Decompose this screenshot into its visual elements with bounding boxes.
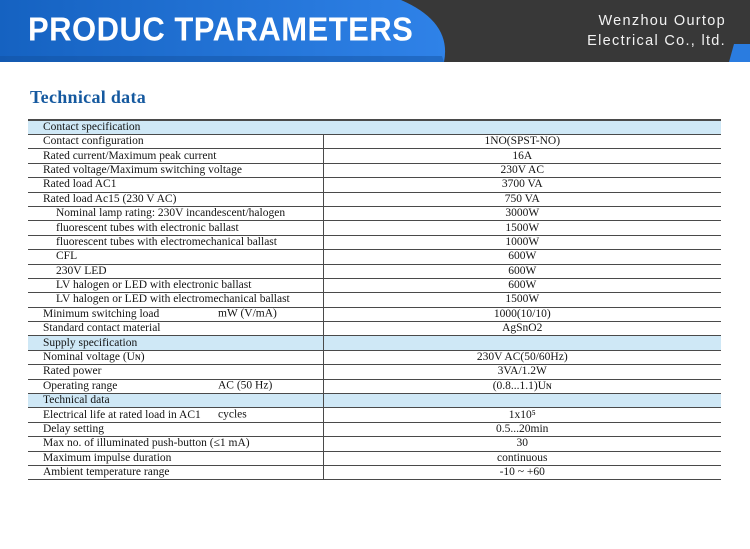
spec-value-cell: 3VA/1.2W xyxy=(323,365,721,379)
table-row xyxy=(28,437,721,451)
spec-sublabel: AC (50 Hz) xyxy=(218,379,273,392)
spec-label: Rated power xyxy=(43,365,102,378)
spec-label-cell xyxy=(28,465,323,479)
table-row xyxy=(28,408,721,422)
spec-label: Ambient temperature range xyxy=(43,466,170,479)
spec-label: Nominal lamp rating: 230V incandescent/halogen xyxy=(56,207,286,220)
spec-label: Operating range xyxy=(43,379,118,392)
spec-label: fluorescent tubes with electronic ballast xyxy=(56,221,239,234)
company-line1: Wenzhou Ourtop xyxy=(598,13,726,29)
spec-value-cell: AgSnO2 xyxy=(323,322,721,336)
spec-value-cell: -10 ~ +60 xyxy=(323,465,721,479)
section-row xyxy=(28,394,721,408)
spec-value-cell: 600W xyxy=(323,264,721,278)
spec-label-cell xyxy=(28,264,323,278)
spec-label-cell xyxy=(28,322,323,336)
table-row xyxy=(28,163,721,177)
spec-label-cell xyxy=(28,278,323,292)
spec-value-cell: 30 xyxy=(323,437,721,451)
spec-table xyxy=(28,119,721,480)
section-row xyxy=(28,120,721,135)
spec-label: Minimum switching load xyxy=(43,307,160,320)
spec-value-cell: 3000W xyxy=(323,206,721,220)
spec-value-cell: (0.8...1.1)Uɴ xyxy=(323,379,721,393)
table-row xyxy=(28,235,721,249)
table-row xyxy=(28,178,721,192)
spec-value-cell: 1000W xyxy=(323,235,721,249)
table-row xyxy=(28,264,721,278)
table-row xyxy=(28,135,721,149)
spec-label-cell xyxy=(28,192,323,206)
spec-label: Rated load AC1 xyxy=(43,178,117,191)
spec-label-cell xyxy=(28,250,323,264)
spec-label: LV halogen or LED with electronic ballast xyxy=(56,279,252,292)
spec-table-body xyxy=(28,120,721,480)
spec-value-cell: 1x10⁵ xyxy=(323,408,721,422)
spec-sublabel: cycles xyxy=(218,408,247,421)
company-line2: Electrical Co., ltd. xyxy=(587,33,726,49)
section-title: Technical data xyxy=(30,87,147,107)
spec-label: CFL xyxy=(56,250,78,263)
spec-value-cell: 230V AC(50/60Hz) xyxy=(323,350,721,364)
spec-label: Rated current/Maximum peak current xyxy=(43,149,217,162)
spec-label-cell xyxy=(28,307,323,321)
spec-label-cell xyxy=(28,451,323,465)
spec-label-cell xyxy=(28,221,323,235)
spec-label: fluorescent tubes with electromechanical ballast xyxy=(56,235,277,248)
table-row xyxy=(28,206,721,220)
spec-value-cell: 0.5...20min xyxy=(323,422,721,436)
table-row xyxy=(28,451,721,465)
spec-label: Rated voltage/Maximum switching voltage xyxy=(43,163,242,176)
spec-label: 230V LED xyxy=(56,264,107,277)
spec-label-cell xyxy=(28,408,323,422)
spec-label: Electrical life at rated load in AC1 xyxy=(43,408,201,421)
table-row xyxy=(28,221,721,235)
table-row xyxy=(28,293,721,307)
section-header-cell: Supply specification xyxy=(28,336,323,350)
spec-label-cell xyxy=(28,178,323,192)
spec-value-cell: continuous xyxy=(323,451,721,465)
table-row xyxy=(28,278,721,292)
spec-value-cell: 1500W xyxy=(323,293,721,307)
section-row xyxy=(28,336,721,350)
spec-label-cell xyxy=(28,437,323,451)
table-row xyxy=(28,465,721,479)
spec-label-cell xyxy=(28,206,323,220)
table-row xyxy=(28,379,721,393)
table-row xyxy=(28,322,721,336)
spec-value-cell: 230V AC xyxy=(323,163,721,177)
spec-label-cell xyxy=(28,365,323,379)
spec-label: Standard contact material xyxy=(43,322,161,335)
spec-label-cell xyxy=(28,149,323,163)
spec-value-cell: 600W xyxy=(323,278,721,292)
spec-label: Contact configuration xyxy=(43,135,144,148)
spec-label: Rated load Ac15 (230 V AC) xyxy=(43,192,177,205)
spec-value-cell: 1000(10/10) xyxy=(323,307,721,321)
section-header-cell: Contact specification xyxy=(28,120,721,135)
spec-label-cell xyxy=(28,293,323,307)
spec-label-cell xyxy=(28,379,323,393)
spec-sublabel: mW (V/mA) xyxy=(218,307,277,320)
spec-label: Max no. of illuminated push-button (≤1 mA) xyxy=(43,437,250,450)
spec-value-cell: 16A xyxy=(323,149,721,163)
table-row xyxy=(28,365,721,379)
spec-label: Delay setting xyxy=(43,423,104,435)
spec-value-cell: 3700 VA xyxy=(323,178,721,192)
page-title: PRODUC TPARAMETERS xyxy=(28,10,414,48)
section-header-cell: Technical data xyxy=(28,394,323,408)
page-header xyxy=(0,0,750,62)
spec-value-cell: 1500W xyxy=(323,221,721,235)
content xyxy=(0,87,750,480)
section-filler-cell xyxy=(323,394,721,408)
spec-label: Nominal voltage (Uɴ) xyxy=(43,351,145,364)
spec-label-cell xyxy=(28,422,323,436)
spec-value-cell: 600W xyxy=(323,250,721,264)
spec-label: LV halogen or LED with electromechanical ballast xyxy=(56,293,290,306)
table-row xyxy=(28,250,721,264)
table-row xyxy=(28,192,721,206)
spec-label: Maximum impulse duration xyxy=(43,451,172,464)
table-row xyxy=(28,350,721,364)
spec-label-cell xyxy=(28,235,323,249)
table-row xyxy=(28,422,721,436)
spec-value-cell: 750 VA xyxy=(323,192,721,206)
table-row xyxy=(28,149,721,163)
spec-label-cell xyxy=(28,163,323,177)
section-filler-cell xyxy=(323,336,721,350)
table-row xyxy=(28,307,721,321)
spec-value-cell: 1NO(SPST-NO) xyxy=(323,135,721,149)
company-name xyxy=(587,11,726,51)
spec-label-cell xyxy=(28,135,323,149)
spec-label-cell xyxy=(28,350,323,364)
